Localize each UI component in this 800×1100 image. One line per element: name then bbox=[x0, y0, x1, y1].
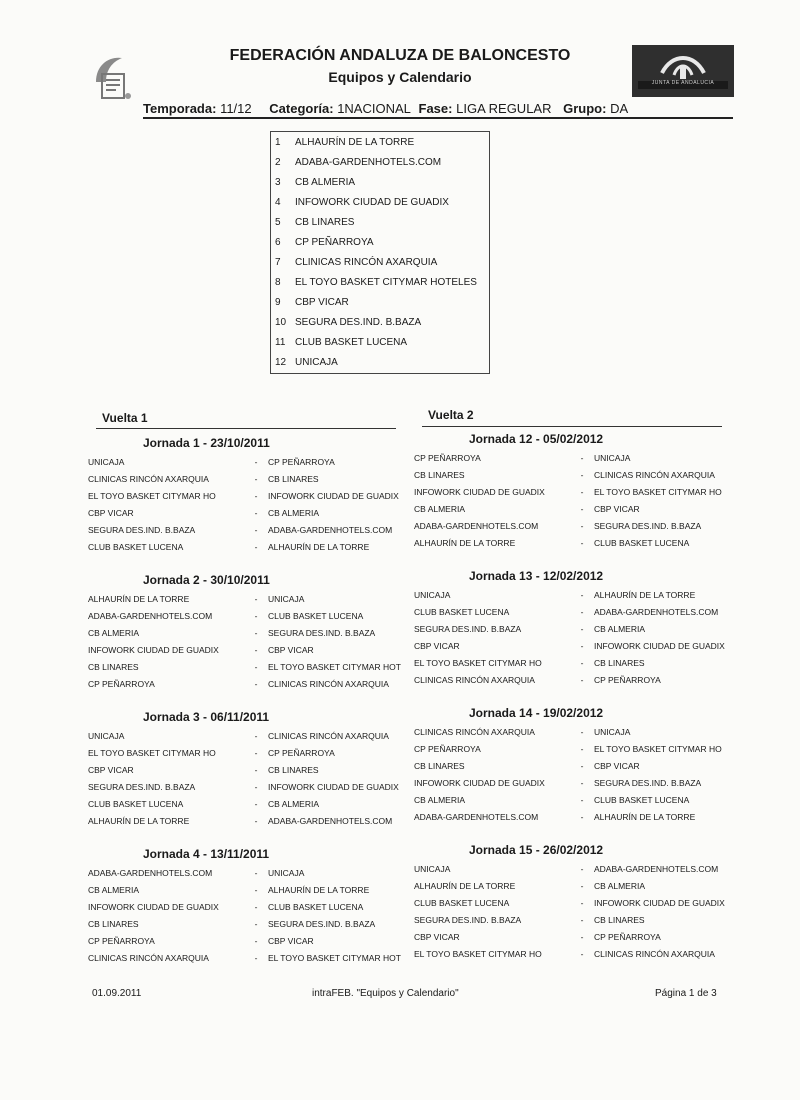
home-team: CLUB BASKET LUCENA bbox=[88, 542, 184, 552]
match-separator: - bbox=[254, 765, 258, 775]
home-team: CBP VICAR bbox=[88, 765, 134, 775]
away-team: UNICAJA bbox=[594, 453, 631, 463]
match-separator: - bbox=[254, 885, 258, 895]
home-team: CB LINARES bbox=[88, 919, 139, 929]
match-row bbox=[414, 776, 734, 790]
home-team: CLINICAS RINCÓN AXARQUIA bbox=[88, 953, 209, 963]
team-row bbox=[275, 357, 338, 368]
home-team: ALHAURÍN DE LA TORRE bbox=[414, 881, 516, 891]
match-separator: - bbox=[580, 675, 584, 685]
team-name: CP PEÑARROYA bbox=[295, 237, 374, 248]
match-row bbox=[88, 934, 408, 948]
match-row bbox=[88, 677, 408, 691]
team-name: INFOWORK CIUDAD DE GUADIX bbox=[295, 197, 449, 208]
match-row bbox=[414, 673, 734, 687]
match-separator: - bbox=[254, 611, 258, 621]
away-team: EL TOYO BASKET CITYMAR HOT bbox=[268, 662, 401, 672]
team-name: CBP VICAR bbox=[295, 297, 349, 308]
match-row bbox=[414, 451, 734, 465]
match-row bbox=[88, 763, 408, 777]
match-row bbox=[88, 883, 408, 897]
match-row bbox=[88, 866, 408, 880]
match-separator: - bbox=[254, 645, 258, 655]
match-row bbox=[88, 523, 408, 537]
match-row bbox=[414, 759, 734, 773]
vuelta-rule bbox=[96, 428, 396, 429]
match-row bbox=[88, 660, 408, 674]
away-team: SEGURA DES.IND. B.BAZA bbox=[268, 628, 376, 638]
home-team: INFOWORK CIUDAD DE GUADIX bbox=[414, 778, 545, 788]
match-separator: - bbox=[580, 607, 584, 617]
away-team: ADABA-GARDENHOTELS.COM bbox=[268, 525, 393, 535]
away-team: ALHAURÍN DE LA TORRE bbox=[268, 542, 370, 552]
match-row bbox=[414, 588, 734, 602]
match-separator: - bbox=[580, 778, 584, 788]
match-row bbox=[88, 900, 408, 914]
match-row bbox=[88, 780, 408, 794]
season-info: Temporada: 11/12 Categoría: 1NACIONAL Fase: LIGA REGULAR Grupo: DA bbox=[143, 101, 629, 116]
home-team: CB LINARES bbox=[88, 662, 139, 672]
away-team: CLUB BASKET LUCENA bbox=[594, 795, 690, 805]
team-number: 9 bbox=[275, 297, 281, 308]
junta-andalucia-logo bbox=[632, 45, 734, 97]
home-team: CLUB BASKET LUCENA bbox=[414, 607, 510, 617]
match-row bbox=[414, 519, 734, 533]
team-number: 10 bbox=[275, 317, 287, 328]
jornada-title: Jornada 15 - 26/02/2012 bbox=[469, 843, 604, 857]
match-separator: - bbox=[580, 795, 584, 805]
home-team: CB ALMERIA bbox=[414, 504, 466, 514]
away-team: CBP VICAR bbox=[268, 936, 314, 946]
match-separator: - bbox=[580, 470, 584, 480]
match-row bbox=[414, 793, 734, 807]
match-separator: - bbox=[580, 624, 584, 634]
vuelta-title: Vuelta 1 bbox=[102, 411, 148, 425]
home-team: ADABA-GARDENHOTELS.COM bbox=[414, 521, 539, 531]
home-team: UNICAJA bbox=[414, 864, 451, 874]
match-row bbox=[414, 536, 734, 550]
away-team: CLUB BASKET LUCENA bbox=[268, 902, 364, 912]
match-row bbox=[414, 896, 734, 910]
match-row bbox=[88, 506, 408, 520]
jornada-title: Jornada 14 - 19/02/2012 bbox=[469, 706, 604, 720]
match-separator: - bbox=[580, 590, 584, 600]
match-separator: - bbox=[254, 594, 258, 604]
match-row bbox=[414, 656, 734, 670]
match-separator: - bbox=[580, 453, 584, 463]
away-team: ADABA-GARDENHOTELS.COM bbox=[594, 607, 719, 617]
away-team: CB LINARES bbox=[594, 658, 645, 668]
logo-caption: JUNTA DE ANDALUCIA bbox=[651, 80, 715, 86]
footer-center: intraFEB. "Equipos y Calendario" bbox=[312, 988, 459, 999]
team-number: 3 bbox=[275, 177, 281, 188]
match-separator: - bbox=[254, 919, 258, 929]
footer-page: Página 1 de 3 bbox=[655, 988, 717, 999]
home-team: EL TOYO BASKET CITYMAR HO bbox=[414, 949, 542, 959]
away-team: CP PEÑARROYA bbox=[594, 675, 661, 685]
match-row bbox=[88, 729, 408, 743]
team-name: CB ALMERIA bbox=[295, 177, 356, 188]
home-team: CLUB BASKET LUCENA bbox=[414, 898, 510, 908]
away-team: EL TOYO BASKET CITYMAR HO bbox=[594, 744, 722, 754]
away-team: CBP VICAR bbox=[268, 645, 314, 655]
away-team: INFOWORK CIUDAD DE GUADIX bbox=[268, 491, 399, 501]
match-row bbox=[88, 746, 408, 760]
home-team: UNICAJA bbox=[414, 590, 451, 600]
home-team: ADABA-GARDENHOTELS.COM bbox=[88, 868, 213, 878]
match-row bbox=[414, 913, 734, 927]
away-team: CLUB BASKET LUCENA bbox=[268, 611, 364, 621]
team-row bbox=[275, 217, 354, 228]
match-separator: - bbox=[254, 679, 258, 689]
home-team: SEGURA DES.IND. B.BAZA bbox=[414, 624, 522, 634]
team-name: SEGURA DES.IND. B.BAZA bbox=[295, 317, 422, 328]
jornada-title: Jornada 3 - 06/11/2011 bbox=[143, 710, 270, 724]
match-separator: - bbox=[580, 727, 584, 737]
match-separator: - bbox=[254, 491, 258, 501]
away-team: CB LINARES bbox=[268, 765, 319, 775]
match-row bbox=[414, 485, 734, 499]
match-separator: - bbox=[580, 744, 584, 754]
away-team: CLINICAS RINCÓN AXARQUIA bbox=[268, 731, 389, 741]
away-team: SEGURA DES.IND. B.BAZA bbox=[594, 521, 702, 531]
away-team: SEGURA DES.IND. B.BAZA bbox=[268, 919, 376, 929]
team-list bbox=[270, 131, 490, 374]
match-separator: - bbox=[254, 799, 258, 809]
match-separator: - bbox=[580, 932, 584, 942]
jornada-title: Jornada 4 - 13/11/2011 bbox=[143, 847, 270, 861]
match-separator: - bbox=[254, 542, 258, 552]
team-number: 6 bbox=[275, 237, 281, 248]
match-row bbox=[414, 879, 734, 893]
away-team: CLINICAS RINCÓN AXARQUIA bbox=[268, 679, 389, 689]
match-separator: - bbox=[254, 748, 258, 758]
team-row bbox=[275, 137, 414, 148]
team-row bbox=[275, 237, 374, 248]
home-team: CP PEÑARROYA bbox=[88, 679, 155, 689]
team-name: ADABA-GARDENHOTELS.COM bbox=[295, 157, 442, 168]
match-row bbox=[88, 797, 408, 811]
match-separator: - bbox=[254, 936, 258, 946]
away-team: INFOWORK CIUDAD DE GUADIX bbox=[594, 898, 725, 908]
group-value: DA bbox=[610, 101, 629, 116]
match-separator: - bbox=[254, 953, 258, 963]
match-separator: - bbox=[580, 487, 584, 497]
home-team: CBP VICAR bbox=[414, 641, 460, 651]
footer-date: 01.09.2011 bbox=[92, 988, 142, 999]
home-team: INFOWORK CIUDAD DE GUADIX bbox=[414, 487, 545, 497]
team-number: 1 bbox=[275, 137, 281, 148]
match-row bbox=[88, 609, 408, 623]
away-team: ADABA-GARDENHOTELS.COM bbox=[594, 864, 719, 874]
home-team: CLINICAS RINCÓN AXARQUIA bbox=[88, 474, 209, 484]
team-row bbox=[275, 197, 449, 208]
away-team: EL TOYO BASKET CITYMAR HO bbox=[594, 487, 722, 497]
season-value: 11/12 bbox=[220, 101, 252, 116]
away-team: CP PEÑARROYA bbox=[268, 748, 335, 758]
home-team: EL TOYO BASKET CITYMAR HO bbox=[414, 658, 542, 668]
match-row bbox=[414, 605, 734, 619]
team-name: EL TOYO BASKET CITYMAR HOTELES bbox=[295, 277, 477, 288]
home-team: UNICAJA bbox=[88, 457, 125, 467]
header-rule bbox=[143, 117, 733, 119]
away-team: CB ALMERIA bbox=[268, 508, 320, 518]
away-team: INFOWORK CIUDAD DE GUADIX bbox=[594, 641, 725, 651]
match-row bbox=[88, 951, 408, 965]
team-row bbox=[275, 177, 355, 188]
match-separator: - bbox=[254, 457, 258, 467]
team-number: 7 bbox=[275, 257, 281, 268]
match-row bbox=[414, 639, 734, 653]
home-team: ADABA-GARDENHOTELS.COM bbox=[88, 611, 213, 621]
away-team: CLINICAS RINCÓN AXARQUIA bbox=[594, 949, 715, 959]
team-name: CB LINARES bbox=[295, 217, 355, 228]
match-separator: - bbox=[580, 521, 584, 531]
away-team: CB LINARES bbox=[268, 474, 319, 484]
team-number: 12 bbox=[275, 357, 287, 368]
away-team: CB ALMERIA bbox=[594, 624, 646, 634]
federation-title: FEDERACIÓN ANDALUZA DE BALONCESTO bbox=[229, 47, 571, 64]
away-team: CB ALMERIA bbox=[594, 881, 646, 891]
match-separator: - bbox=[580, 504, 584, 514]
match-row bbox=[414, 725, 734, 739]
away-team: CBP VICAR bbox=[594, 504, 640, 514]
match-row bbox=[414, 862, 734, 876]
away-team: ALHAURÍN DE LA TORRE bbox=[594, 590, 696, 600]
match-row bbox=[88, 592, 408, 606]
home-team: UNICAJA bbox=[88, 731, 125, 741]
home-team: INFOWORK CIUDAD DE GUADIX bbox=[88, 645, 219, 655]
category-value: 1NACIONAL bbox=[337, 101, 411, 116]
match-row bbox=[88, 540, 408, 554]
match-separator: - bbox=[580, 658, 584, 668]
away-team: ALHAURÍN DE LA TORRE bbox=[268, 885, 370, 895]
team-row bbox=[275, 257, 437, 268]
home-team: ADABA-GARDENHOTELS.COM bbox=[414, 812, 539, 822]
match-separator: - bbox=[580, 949, 584, 959]
vuelta-title: Vuelta 2 bbox=[428, 408, 474, 422]
match-separator: - bbox=[254, 816, 258, 826]
away-team: ADABA-GARDENHOTELS.COM bbox=[268, 816, 393, 826]
vuelta-rule bbox=[422, 426, 722, 427]
match-separator: - bbox=[254, 474, 258, 484]
home-team: CBP VICAR bbox=[88, 508, 134, 518]
team-name: CLUB BASKET LUCENA bbox=[295, 337, 408, 348]
away-team: EL TOYO BASKET CITYMAR HOT bbox=[268, 953, 401, 963]
home-team: CB ALMERIA bbox=[88, 885, 140, 895]
page-subtitle: Equipos y Calendario bbox=[328, 69, 472, 85]
match-separator: - bbox=[254, 525, 258, 535]
away-team: CB LINARES bbox=[594, 915, 645, 925]
away-team: UNICAJA bbox=[594, 727, 631, 737]
match-row bbox=[414, 622, 734, 636]
match-row bbox=[414, 947, 734, 961]
home-team: SEGURA DES.IND. B.BAZA bbox=[88, 525, 196, 535]
match-row bbox=[414, 930, 734, 944]
match-row bbox=[414, 810, 734, 824]
match-separator: - bbox=[254, 628, 258, 638]
match-row bbox=[88, 455, 408, 469]
match-row bbox=[88, 472, 408, 486]
home-team: CB ALMERIA bbox=[414, 795, 466, 805]
away-team: UNICAJA bbox=[268, 868, 305, 878]
team-row bbox=[275, 277, 477, 288]
home-team: EL TOYO BASKET CITYMAR HO bbox=[88, 748, 216, 758]
team-name: ALHAURÍN DE LA TORRE bbox=[295, 137, 415, 148]
home-team: CBP VICAR bbox=[414, 932, 460, 942]
away-team: CP PEÑARROYA bbox=[594, 932, 661, 942]
team-number: 8 bbox=[275, 277, 281, 288]
home-team: CP PEÑARROYA bbox=[414, 744, 481, 754]
match-row bbox=[88, 814, 408, 828]
match-separator: - bbox=[580, 915, 584, 925]
match-row bbox=[88, 917, 408, 931]
match-separator: - bbox=[580, 898, 584, 908]
team-row bbox=[275, 297, 349, 308]
jornada-title: Jornada 1 - 23/10/2011 bbox=[143, 436, 270, 450]
team-number: 4 bbox=[275, 197, 281, 208]
match-separator: - bbox=[254, 782, 258, 792]
away-team: UNICAJA bbox=[268, 594, 305, 604]
home-team: SEGURA DES.IND. B.BAZA bbox=[88, 782, 196, 792]
match-row bbox=[414, 502, 734, 516]
home-team: SEGURA DES.IND. B.BAZA bbox=[414, 915, 522, 925]
away-team: SEGURA DES.IND. B.BAZA bbox=[594, 778, 702, 788]
away-team: CBP VICAR bbox=[594, 761, 640, 771]
home-team: CLUB BASKET LUCENA bbox=[88, 799, 184, 809]
team-row bbox=[275, 337, 407, 348]
jornada-title: Jornada 12 - 05/02/2012 bbox=[469, 432, 604, 446]
home-team: EL TOYO BASKET CITYMAR HO bbox=[88, 491, 216, 501]
match-separator: - bbox=[254, 662, 258, 672]
match-separator: - bbox=[254, 731, 258, 741]
match-separator: - bbox=[580, 641, 584, 651]
match-row bbox=[88, 643, 408, 657]
match-separator: - bbox=[254, 868, 258, 878]
home-team: CP PEÑARROYA bbox=[414, 453, 481, 463]
team-row bbox=[275, 317, 421, 328]
away-team: CB ALMERIA bbox=[268, 799, 320, 809]
jornada-title: Jornada 2 - 30/10/2011 bbox=[143, 573, 270, 587]
away-team: INFOWORK CIUDAD DE GUADIX bbox=[268, 782, 399, 792]
home-team: ALHAURÍN DE LA TORRE bbox=[414, 538, 516, 548]
home-team: ALHAURÍN DE LA TORRE bbox=[88, 816, 190, 826]
match-separator: - bbox=[580, 864, 584, 874]
match-separator: - bbox=[254, 508, 258, 518]
match-row bbox=[414, 468, 734, 482]
jornada-title: Jornada 13 - 12/02/2012 bbox=[469, 569, 604, 583]
match-separator: - bbox=[580, 538, 584, 548]
home-team: CB LINARES bbox=[414, 470, 465, 480]
away-team: CLUB BASKET LUCENA bbox=[594, 538, 690, 548]
away-team: CLINICAS RINCÓN AXARQUIA bbox=[594, 470, 715, 480]
away-team: CP PEÑARROYA bbox=[268, 457, 335, 467]
team-name: UNICAJA bbox=[295, 357, 338, 368]
home-team: INFOWORK CIUDAD DE GUADIX bbox=[88, 902, 219, 912]
home-team: CLINICAS RINCÓN AXARQUIA bbox=[414, 675, 535, 685]
home-team: ALHAURÍN DE LA TORRE bbox=[88, 594, 190, 604]
home-team: CB LINARES bbox=[414, 761, 465, 771]
match-separator: - bbox=[254, 902, 258, 912]
home-team: CLINICAS RINCÓN AXARQUIA bbox=[414, 727, 535, 737]
away-team: ALHAURÍN DE LA TORRE bbox=[594, 812, 696, 822]
match-separator: - bbox=[580, 881, 584, 891]
team-number: 5 bbox=[275, 217, 281, 228]
match-row bbox=[414, 742, 734, 756]
team-number: 11 bbox=[275, 337, 286, 348]
team-row bbox=[275, 157, 441, 168]
home-team: CB ALMERIA bbox=[88, 628, 140, 638]
match-separator: - bbox=[580, 761, 584, 771]
match-row bbox=[88, 626, 408, 640]
team-number: 2 bbox=[275, 157, 281, 168]
phase-value: LIGA REGULAR bbox=[456, 101, 552, 116]
match-row bbox=[88, 489, 408, 503]
match-separator: - bbox=[580, 812, 584, 822]
team-name: CLINICAS RINCÓN AXARQUIA bbox=[295, 257, 438, 268]
home-team: CP PEÑARROYA bbox=[88, 936, 155, 946]
